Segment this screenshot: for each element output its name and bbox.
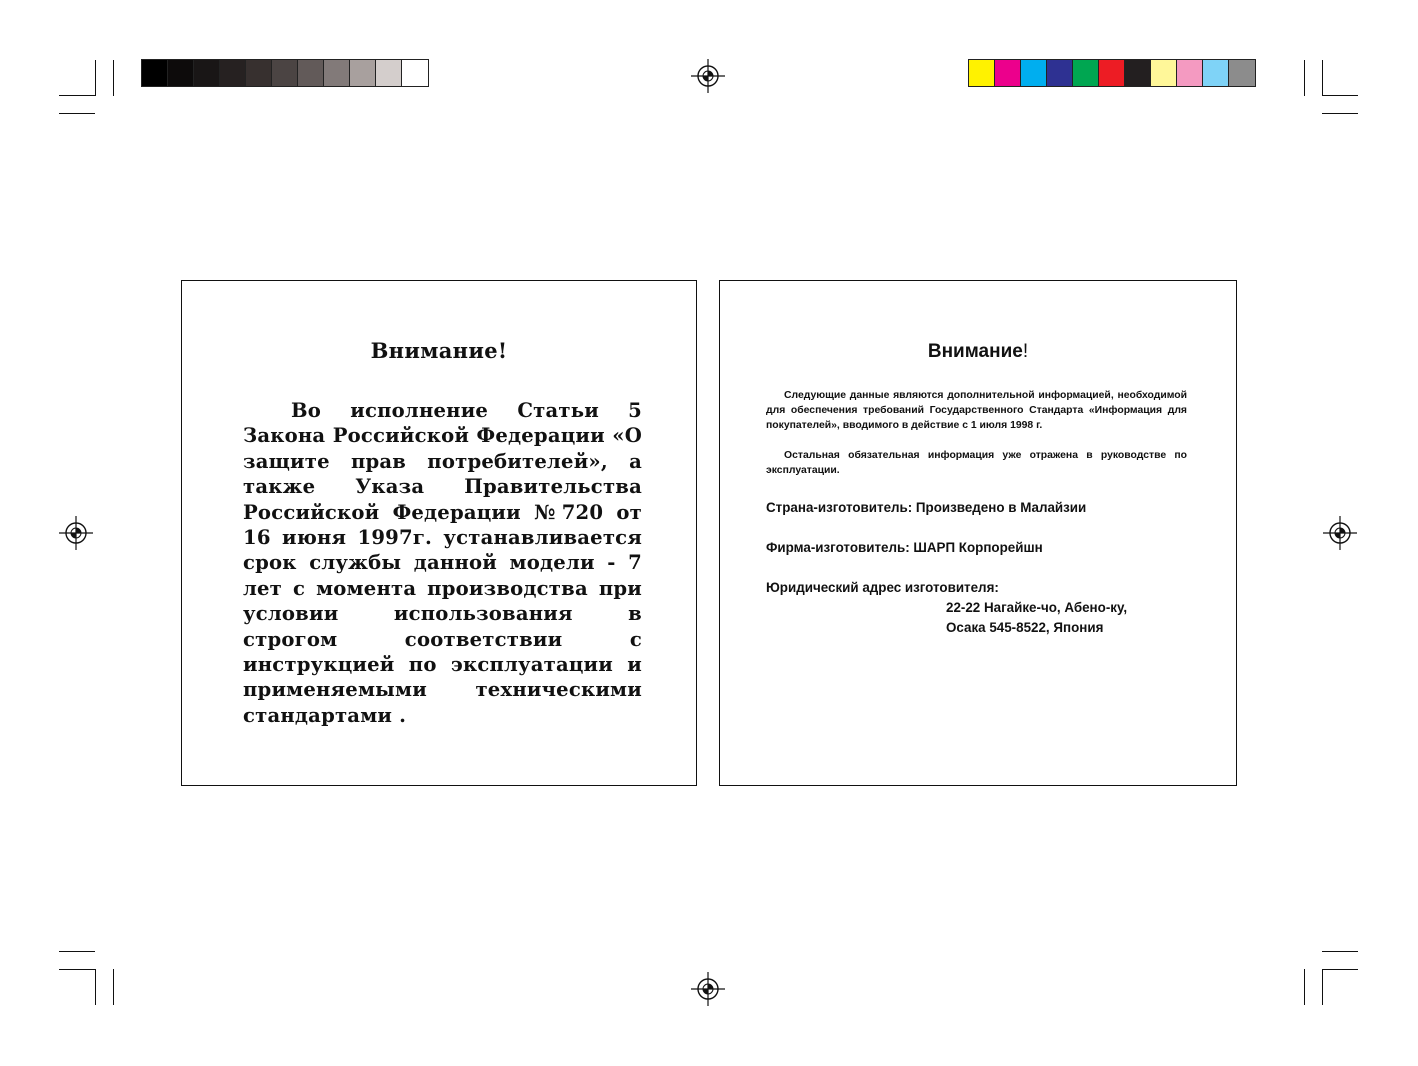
- gray-swatch: [376, 60, 402, 86]
- left-panel-title: Внимание!: [370, 338, 508, 363]
- legal-address-line-1: 22-22 Нагайке-чо, Абено-ку,: [946, 600, 1128, 615]
- crop-mark-bottom-right-v: [1322, 969, 1323, 1005]
- right-panel-title-mark: !: [1022, 341, 1029, 362]
- crop-mark-top-left-h2: [59, 113, 95, 114]
- crop-mark-bottom-left-v2: [113, 969, 114, 1005]
- gray-swatch: [298, 60, 324, 86]
- color-swatch: [995, 60, 1021, 86]
- color-swatch: [1125, 60, 1151, 86]
- crop-mark-bottom-left-v: [95, 969, 96, 1005]
- color-swatch: [1099, 60, 1125, 86]
- gray-swatch: [168, 60, 194, 86]
- gray-swatch: [324, 60, 350, 86]
- registration-mark-icon: [1323, 516, 1357, 550]
- legal-address-line-2: Осака 545-8522, Япония: [946, 620, 1104, 635]
- crop-mark-bottom-left-h2: [59, 969, 95, 970]
- crop-mark-top-left-v: [95, 60, 96, 96]
- crop-mark-top-right-v: [1322, 60, 1323, 96]
- registration-mark-icon: [59, 516, 93, 550]
- color-swatch: [1073, 60, 1099, 86]
- crop-mark-top-left-h: [59, 95, 95, 96]
- crop-mark-top-left-v2: [113, 60, 114, 96]
- process-color-bar: [968, 59, 1256, 87]
- manufacturer-name: Фирма-изготовитель: ШАРП Корпорейшн: [766, 540, 1043, 555]
- warning-panel-right: [719, 280, 1237, 786]
- gray-swatch: [246, 60, 272, 86]
- color-swatch: [1229, 60, 1255, 86]
- right-panel-title-text: Внимание: [927, 341, 1023, 362]
- crop-mark-bottom-right-h2: [1322, 969, 1358, 970]
- legal-address-label: Юридический адрес изготовителя:: [766, 580, 999, 595]
- gray-swatch: [402, 60, 428, 86]
- gray-swatch: [194, 60, 220, 86]
- color-swatch: [1203, 60, 1229, 86]
- gray-swatch: [350, 60, 376, 86]
- crop-mark-bottom-right-h: [1322, 951, 1358, 952]
- gray-swatch: [220, 60, 246, 86]
- crop-mark-top-right-h: [1322, 95, 1358, 96]
- manual-reference-note: Остальная обязательная информация уже отражена в руководстве по эксплуатации.: [766, 450, 1187, 476]
- additional-info-note: Следующие данные являются дополнительной информацией, необходимой для обеспечения требований Государственного Стандарта «Информация для покупателей», вводимого в действие с 1 июля 1998 г.: [766, 390, 1187, 431]
- color-swatch: [1177, 60, 1203, 86]
- color-swatch: [1151, 60, 1177, 86]
- crop-mark-bottom-right-v2: [1304, 969, 1305, 1005]
- crop-mark-bottom-left-h: [59, 951, 95, 952]
- registration-mark-icon: [691, 972, 725, 1006]
- color-swatch: [1047, 60, 1073, 86]
- gray-swatch: [272, 60, 298, 86]
- registration-mark-icon: [691, 59, 725, 93]
- country-of-origin: Страна-изготовитель: Произведено в Малайзии: [766, 500, 1087, 515]
- crop-mark-top-right-v2: [1304, 60, 1305, 96]
- right-panel-title: [720, 341, 1236, 363]
- color-swatch: [1021, 60, 1047, 86]
- crop-mark-top-right-h2: [1322, 113, 1358, 114]
- color-swatch: [969, 60, 995, 86]
- gray-swatch: [142, 60, 168, 86]
- warning-panel-left: [181, 280, 697, 786]
- service-life-notice: Во исполнение Статьи 5 Закона Российской Федерации «О защите прав потребителей», а также Указа Правительства Российской Федерации №720 от 16 июня 1997г. устанавливается срок службы данной модели - 7 лет с момента производства при условии использования в строгом соответствии с инструкцией по эксплуатации и применяемыми техническими стандартами .: [243, 399, 642, 727]
- grayscale-color-bar: [141, 59, 429, 87]
